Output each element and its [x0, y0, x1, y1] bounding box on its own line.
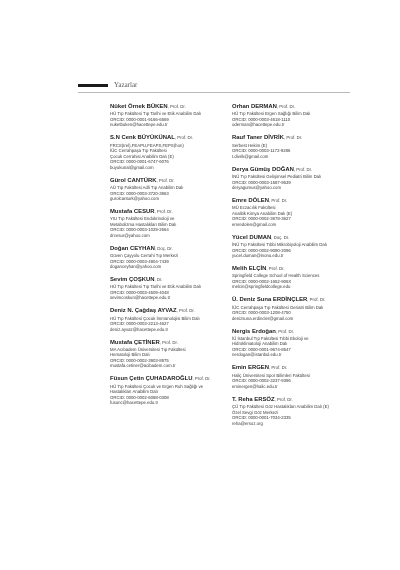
author-name-row — [232, 265, 372, 273]
author-detail-line: Özel Sevgi Göz Merkezi — [232, 409, 279, 415]
author-entry — [232, 328, 372, 358]
author-name-row — [232, 103, 372, 111]
author-detail-line: Hematoloji Bilim Dalı — [110, 352, 150, 358]
author-title: , Prof. Dr. — [293, 166, 313, 172]
author-detail-line: İÜ İstanbul Tıp Fakültesi Tıbbi Ekoloji ve — [232, 335, 309, 341]
author-name: Rauf Taner DİVRİK — [232, 135, 284, 142]
author-name-row — [232, 197, 372, 205]
author-title: , Prof. Dr. — [266, 265, 285, 271]
author-detail-line: Çocuk Cerrahisi Anabilim Dalı (E) — [110, 153, 174, 159]
author-name: Füsun Çetin ÇUHADAROĞLU — [110, 376, 193, 383]
author-detail-line: ORCID: 0000-0003-1172-9286 — [232, 148, 291, 154]
author-title: , Prof. Dr. — [176, 308, 195, 314]
author-name: T. Reha ERSÖZ — [232, 396, 275, 403]
author-entry — [232, 103, 372, 128]
author-detail-line: ORCID: 0000-0002-3237-9396 — [232, 378, 291, 384]
author-detail-line: emredolen@gmail.com — [232, 221, 277, 227]
author-name: S.N Cenk BÜYÜKÜNAL — [110, 135, 175, 142]
author-name: Nüket Örnek BÜKEN — [110, 104, 168, 110]
author-name: Ü. Deniz Suna ERDİNÇLER — [232, 297, 308, 304]
author-name-row — [232, 364, 372, 372]
author-detail-line: ORCID: 0000-0003-4904-7439 — [110, 258, 169, 264]
author-detail-line: melcin@springfieldcollege.edu — [232, 284, 291, 290]
author-entry — [232, 134, 372, 159]
author-name: Deniz N. Çağdaş AYVAZ — [110, 308, 177, 315]
author-detail-line: Analitik Kimya Anabilim Dalı (E) — [232, 210, 293, 216]
author-detail-line: ORCID: 0000-0001-9166-6569 — [110, 116, 169, 122]
author-detail-line: denizsuna.erdincler@gmail.com — [232, 315, 294, 321]
author-name: Doğan CEYHAN — [110, 245, 155, 252]
author-detail-line: sevimcoskun@hacettepe.edu.tr — [110, 295, 171, 301]
author-name: Mustafa CESUR — [110, 208, 155, 215]
author-detail-line: ORCID: 0000-0002-6088-0308 — [110, 394, 169, 400]
author-detail-line: Springfield College School of Health Sciences — [232, 273, 320, 279]
author-detail-line: Hastalıkları Anabilim Dalı — [110, 389, 158, 395]
author-title: , Prof. Dr. — [192, 376, 211, 382]
header-bar — [78, 84, 108, 87]
author-detail-line: Hidroklimatoloji Anabilim Dalı — [232, 341, 288, 347]
author-detail-line: Serbest Hekim (E) — [232, 142, 268, 148]
author-title: , Prof. Dr. — [275, 328, 295, 334]
author-detail-line: ORCID: 0000-0003-1029-2664 — [110, 227, 169, 233]
author-detail-line: İÜC Cerrahpaşa Tıp Fakültesi — [110, 148, 167, 154]
author-title: , Prof. Dr. — [269, 197, 288, 203]
author-detail-line: HÜ Tıp Fakültesi Çocuk İmmünolojisi Bilim Dalı — [110, 315, 200, 321]
author-detail-line: fusunc@hacettepe.edu.tr — [110, 400, 159, 406]
author-detail-line: HÜ Tıp Fakültesi Tıp Tarihi ve Etik Anabilim Dalı — [110, 111, 201, 117]
author-name-row — [232, 166, 372, 174]
author-title: , Doç. Dr. — [271, 234, 290, 240]
author-detail-line: drcesur@yahoo.com — [110, 232, 150, 238]
author-detail-line: Haliç Üniversitesi Spor Bilimleri Fakültesi — [232, 372, 310, 378]
author-title: , Prof. Dr. — [154, 208, 173, 214]
author-title: , Prof. Dr. — [276, 104, 295, 109]
author-title: , Prof. Dr. — [156, 177, 175, 183]
author-title: , Dr. — [154, 276, 163, 282]
author-title: , Prof. Dr. — [174, 135, 193, 141]
author-name: Gürol CANTÜRK — [110, 177, 157, 184]
author-detail-line: deniz.ayvaz@hacettepe.edu.tr — [110, 326, 169, 332]
author-detail-line: İNÜ Tıp Fakültesi Gelişimsel Pediatri Bilim Dalı — [232, 174, 322, 179]
author-name: Yücel DUMAN — [232, 234, 272, 241]
author-name: Melih ELÇİN — [232, 265, 267, 272]
author-name-row — [232, 328, 372, 336]
author-column-right — [232, 103, 372, 432]
author-name-row — [232, 234, 372, 242]
author-title: , Doç. Dr. — [154, 245, 173, 251]
author-detail-line: ORCID: 0000-0002-1652-906X — [232, 278, 292, 284]
author-detail-line: nuketbuken@hacettepe.edu.tr — [110, 122, 168, 128]
author-detail-line: ÇÜ Tıp Fakültesi Göz Hastalıkları Anabilim Dalı (E) — [232, 404, 329, 410]
author-detail-line: HÜ Tıp Fakültesi Ergen Sağlığı Bilim Dalı — [232, 111, 311, 117]
author-detail-line: YIU Tıp Fakültesi Endokrinoloji ve — [110, 216, 175, 222]
author-detail-line: MA Acıbadem Üniversitesi Tıp Fakültesi — [110, 346, 186, 352]
author-detail-line: buyukunal@gmail.com — [110, 164, 154, 170]
author-detail-line: ORCID: 0000-0003-4618-1110 — [232, 116, 291, 122]
author-name: Nergis Erdoğan — [232, 328, 276, 335]
author-name: Emin ERGEN — [232, 365, 269, 372]
author-name-row — [232, 134, 372, 142]
author-detail-line: ORCID: 0000-0003-2213-4627 — [110, 321, 169, 327]
author-entry — [232, 265, 372, 290]
author-name: Emre DÖLEN — [232, 197, 269, 204]
author-detail-line: AÜ Tıp Fakültesi Adli Tıp Anabilim Dalı — [110, 185, 184, 190]
author-title: , Prof. Dr. — [159, 339, 178, 345]
author-title: , Prof. Dr. — [307, 297, 326, 303]
author-entry — [232, 396, 372, 426]
author-detail-line: ORCID: 0000-0003-1587-9639 — [232, 179, 291, 185]
author-detail-line: reha@ersoz.org — [232, 420, 263, 426]
author-detail-line: ORCID: 0000-0002-9090-2096 — [232, 247, 291, 253]
author-entry — [232, 364, 372, 389]
author-detail-line: ORCID: 0000-0002-3903-8975 — [110, 357, 169, 363]
author-detail-line: ORCID: 0000-0003-1208-4750 — [232, 310, 291, 316]
author-detail-line: MÜ Eczacılık Fakültesi — [232, 205, 276, 211]
section-title: Yazarlar — [114, 81, 138, 89]
author-detail-line: ORCID: 0000-0001-6747-6076 — [110, 159, 169, 165]
author-title: , Prof. Dr. — [274, 396, 293, 402]
author-name: Derya Gümüş DOĞAN — [232, 166, 294, 173]
author-entry — [232, 234, 372, 259]
author-title: , Prof. Dr. — [269, 365, 288, 371]
author-name-row — [232, 296, 372, 304]
author-detail-line: nerdogan@istanbul.edu.tr — [232, 352, 282, 358]
page-header — [78, 79, 350, 93]
author-detail-line: ORCID: 0000-0003-4509-4048 — [110, 289, 169, 295]
author-detail-line: ORCID: 0000-0003-3720-3963 — [110, 190, 169, 196]
author-detail-line: Metabolizma Hastalıkları Bilim Dalı — [110, 221, 177, 227]
author-detail-line: İNÜ Tıp Fakültesi Tıbbi Mikrobiyoloji Anabilim Dalı — [232, 242, 327, 248]
header-rule — [78, 92, 350, 93]
author-detail-line: deryagumus@yahoo.com — [232, 185, 282, 190]
author-title: , Prof. Dr. — [283, 135, 303, 141]
author-entry — [232, 166, 372, 191]
author-name: Orhan DERMAN — [232, 104, 277, 110]
author-detail-line: eminergen@halic.edu.tr — [232, 383, 278, 389]
author-name: Sevim ÇOŞKUN — [110, 276, 155, 283]
author-detail-line: ORCID: 0000-0001-7034-2335 — [232, 415, 291, 421]
author-detail-line: doganceyhan@yahoo.com — [110, 264, 162, 270]
author-name: Mustafa ÇETİNER — [110, 339, 160, 346]
author-detail-line: ORCID: 0000-0001-9674-8547 — [232, 346, 291, 352]
author-name-row — [232, 396, 372, 404]
author-detail-line: ORCID: 0000-0002-3678-3627 — [232, 216, 291, 222]
author-detail-line: t.divrik@gmail.com — [232, 153, 269, 159]
author-detail-line: HÜ Tıp Fakültesi Çocuk ve Ergen Ruh Sağlığı ve — [110, 383, 204, 389]
author-title: , Prof. Dr. — [167, 104, 186, 109]
author-detail-line: Güven Çayyolu Cerrahi Tıp Merkezi — [110, 253, 179, 259]
author-detail-line: gurolcanturk@yahoo.com — [110, 196, 160, 201]
author-detail-line: yucel.duman@inonu.edu.tr — [232, 253, 284, 259]
author-entry — [232, 296, 372, 321]
author-entry — [232, 197, 372, 227]
author-detail-line: oderman@hacettepe.edu.tr — [232, 122, 285, 128]
author-detail-line: HÜ Tıp Fakültesi Tıp Tarihi ve Etik Anabilim Dalı — [110, 284, 201, 290]
author-detail-line: İÜC Cerrahpaşa Tıp Fakültesi Geriatri Bilim Dalı — [232, 304, 324, 310]
author-detail-line: FRCS(Irel),FEAPU,FEAPS,FEPS(hon) — [110, 142, 184, 148]
author-detail-line: mustafa.cetiner@acibadem.com.tr — [110, 363, 176, 369]
